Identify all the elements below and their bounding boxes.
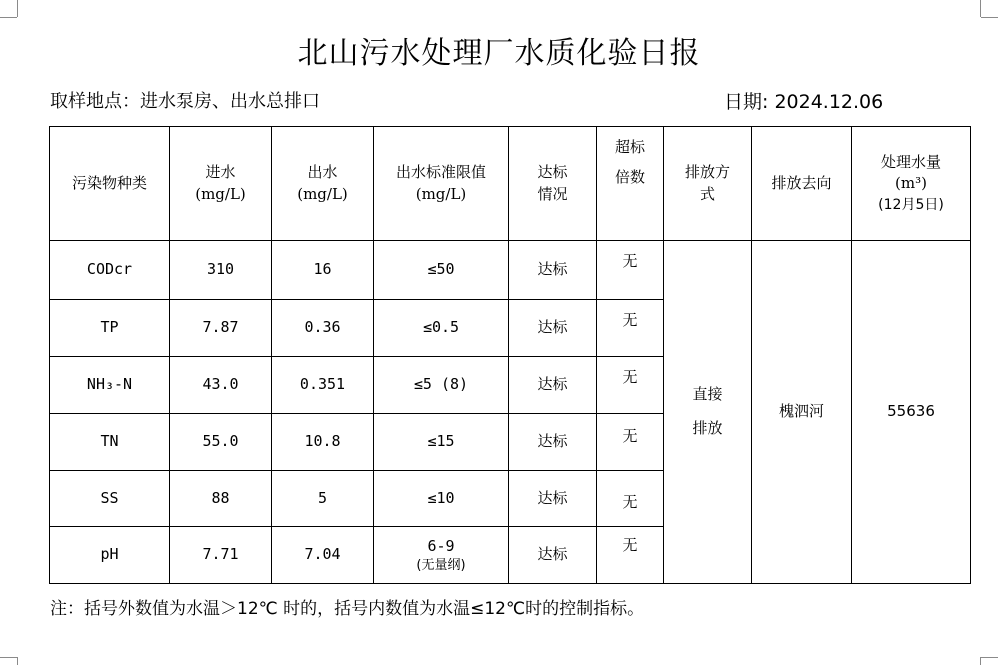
discharge-method-l2: 排放: [692, 419, 723, 437]
cell-pollutant: SS: [50, 471, 170, 527]
table-row: [50, 241, 971, 300]
crop-mark-bottom-right-v: [980, 657, 981, 665]
cell-outflow: 0.36: [272, 300, 374, 357]
header-compliance-l2: 情况: [537, 184, 568, 203]
header-compliance: [509, 127, 597, 241]
crop-mark-top-left-h: [0, 17, 17, 18]
report-date: 日期: 2024.12.06: [724, 91, 884, 113]
cell-exceed: 无: [597, 241, 664, 300]
header-volume-date: (12月5日): [878, 197, 944, 214]
cell-exceed: 无: [597, 300, 664, 357]
header-outflow: [272, 127, 374, 241]
report-title: 北山污水处理厂水质化验日报: [297, 36, 701, 71]
crop-mark-bottom-right-h: [981, 657, 998, 658]
cell-pollutant: NH₃-N: [50, 357, 170, 414]
sampling-location: 取样地点：进水泵房、出水总排口: [50, 91, 320, 112]
header-volume-label: 处理水量: [880, 152, 941, 171]
crop-mark-top-left-v: [17, 0, 18, 17]
cell-inflow: 7.71: [170, 527, 272, 584]
header-exceed-l1: 超标: [614, 138, 645, 156]
header-inflow-label: 进水: [205, 162, 236, 181]
cell-limit: [374, 527, 509, 584]
cell-limit-note: (无量纲): [416, 557, 466, 573]
header-volume-unit: (m³): [895, 174, 927, 193]
cell-volume: 55636: [852, 241, 971, 584]
cell-pollutant: TN: [50, 414, 170, 471]
header-limit-label: 出水标准限值: [395, 162, 486, 181]
cell-inflow: 43.0: [170, 357, 272, 414]
header-inflow-unit: (mg/L): [195, 184, 246, 203]
cell-destination: 槐泗河: [752, 241, 852, 584]
cell-inflow: 7.87: [170, 300, 272, 357]
cell-exceed: 无: [597, 527, 664, 584]
header-limit: [374, 127, 509, 241]
water-quality-table: [49, 126, 971, 584]
header-inflow: [170, 127, 272, 241]
cell-exceed: 无: [597, 414, 664, 471]
cell-limit: ≤15: [374, 414, 509, 471]
cell-outflow: 7.04: [272, 527, 374, 584]
crop-mark-top-right-h: [981, 17, 998, 18]
cell-compliance: 达标: [509, 414, 597, 471]
cell-pollutant: CODcr: [50, 241, 170, 300]
header-exceed: [597, 127, 664, 241]
header-volume: [852, 127, 971, 241]
cell-exceed: 无: [597, 357, 664, 414]
footnote: 注：括号外数值为水温＞12℃ 时的，括号内数值为水温≤12℃时的控制指标。: [50, 599, 645, 619]
cell-inflow: 310: [170, 241, 272, 300]
cell-pollutant: pH: [50, 527, 170, 584]
cell-limit: ≤10: [374, 471, 509, 527]
header-discharge-method-l1: 排放方: [684, 162, 730, 181]
header-discharge-method: [664, 127, 752, 241]
cell-outflow: 5: [272, 471, 374, 527]
cell-outflow: 10.8: [272, 414, 374, 471]
header-pollutant: 污染物种类: [50, 127, 170, 241]
cell-inflow: 88: [170, 471, 272, 527]
crop-mark-bottom-left-h: [0, 657, 17, 658]
cell-compliance: 达标: [509, 357, 597, 414]
cell-pollutant: TP: [50, 300, 170, 357]
header-outflow-label: 出水: [307, 162, 338, 181]
cell-compliance: 达标: [509, 241, 597, 300]
cell-exceed: 无: [597, 471, 664, 527]
discharge-method-l1: 直接: [692, 385, 723, 404]
cell-discharge-method: [664, 241, 752, 584]
cell-inflow: 55.0: [170, 414, 272, 471]
cell-compliance: 达标: [509, 300, 597, 357]
header-discharge-method-l2: 式: [699, 184, 715, 203]
cell-compliance: 达标: [509, 471, 597, 527]
crop-mark-top-right-v: [980, 0, 981, 17]
cell-outflow: 0.351: [272, 357, 374, 414]
cell-compliance: 达标: [509, 527, 597, 584]
cell-limit: ≤50: [374, 241, 509, 300]
table-header-row: [50, 127, 971, 241]
crop-mark-bottom-left-v: [17, 657, 18, 665]
header-outflow-unit: (mg/L): [297, 184, 348, 203]
cell-limit-range: 6-9: [427, 537, 455, 555]
cell-limit: ≤5 (8): [374, 357, 509, 414]
cell-limit: ≤0.5: [374, 300, 509, 357]
header-limit-unit: (mg/L): [415, 184, 467, 203]
header-exceed-l2: 倍数: [614, 167, 645, 186]
header-compliance-l1: 达标: [537, 162, 568, 181]
cell-outflow: 16: [272, 241, 374, 300]
header-destination: 排放去向: [752, 127, 852, 241]
